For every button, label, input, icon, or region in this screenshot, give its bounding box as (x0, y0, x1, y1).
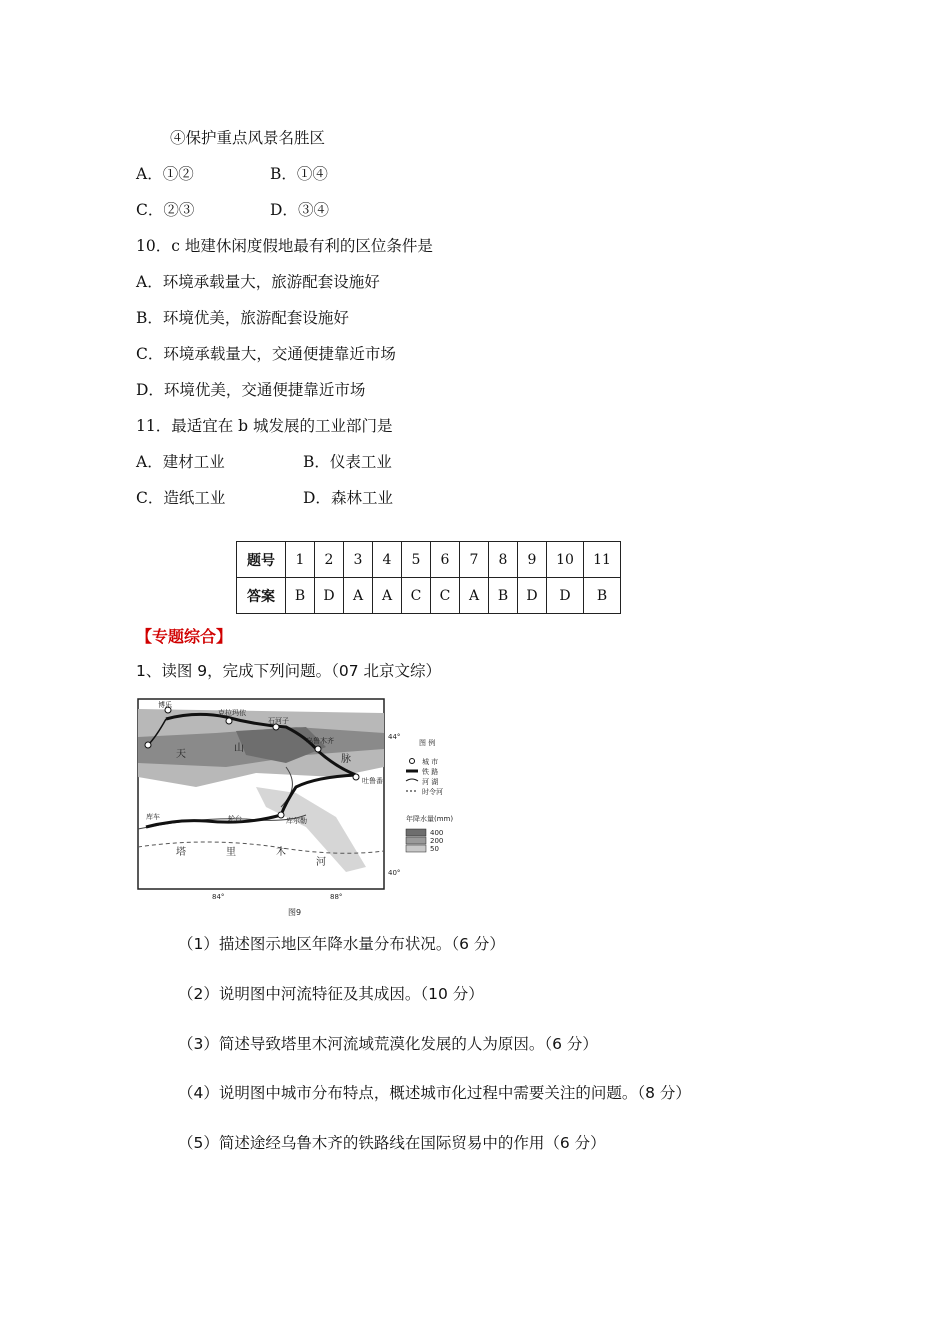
table-row (237, 578, 621, 614)
legend-item: 城 市 (422, 758, 439, 766)
table-header-cell: 题号 (237, 542, 286, 578)
legend-precip-title: 年降水量(mm) (406, 815, 454, 823)
table-cell: 5 (402, 542, 431, 578)
map-label: 塔 (176, 847, 186, 858)
map-label: 河 (316, 857, 326, 868)
option-letter: D． (270, 201, 298, 219)
subquestion-2: （2）说明图中河流特征及其成因。（10 分） (178, 985, 484, 1003)
city-marker (353, 774, 359, 780)
map-label: 石河子 (268, 717, 289, 725)
option-text: 森林工业 (330, 489, 393, 507)
table-cell: 11 (584, 542, 621, 578)
q10-option-d: D．环境优美，交通便捷靠近市场 (136, 381, 366, 399)
option-letter: D． (303, 489, 331, 507)
table-cell: B (584, 578, 621, 614)
map-label: 脉 (341, 754, 351, 765)
subquestion-5: （5）简述途经乌鲁木齐的铁路线在国际贸易中的作用（6 分） (178, 1134, 606, 1152)
option-letter: B． (270, 165, 297, 183)
subquestion-4: （4）说明图中城市分布特点，概述城市化过程中需要关注的问题。（8 分） (178, 1084, 691, 1102)
legend-precip-value: 50 (430, 845, 439, 853)
table-cell: 2 (315, 542, 344, 578)
legend-city-icon (410, 759, 415, 764)
q9-option-c (136, 200, 194, 220)
option-text: ①④ (296, 165, 328, 183)
option-text: ③④ (297, 201, 329, 219)
table-cell: C (402, 578, 431, 614)
option-item-4: ④保护重点风景名胜区 (170, 129, 326, 147)
legend-title: 图 例 (419, 739, 436, 747)
option-letter: A． (136, 453, 163, 471)
q10-option-a: A．环境承载量大，旅游配套设施好 (136, 273, 380, 291)
legend-precip-value: 400 (430, 829, 444, 837)
option-text: ①② (162, 165, 194, 183)
q11-option-a (136, 452, 225, 472)
answer-table (236, 541, 621, 614)
table-cell: C (431, 578, 460, 614)
table-cell: B (489, 578, 518, 614)
subquestion-3: （3）简述导致塔里木河流域荒漠化发展的人为原因。（6 分） (178, 1035, 598, 1053)
table-cell: 1 (286, 542, 315, 578)
option-text: 建材工业 (162, 453, 225, 471)
table-cell: 4 (373, 542, 402, 578)
table-cell: B (286, 578, 315, 614)
map-label: 轮台 (228, 815, 242, 823)
option-text: 仪表工业 (329, 453, 392, 471)
option-letter: C． (136, 489, 164, 507)
table-cell: D (315, 578, 344, 614)
option-text: 造纸工业 (163, 489, 226, 507)
option-letter: A． (136, 165, 163, 183)
legend-item: 河 湖 (422, 778, 439, 786)
table-cell: 3 (344, 542, 373, 578)
q9-option-b (270, 164, 328, 184)
legend-item: 铁 路 (422, 768, 439, 776)
lat-label: 40° (388, 869, 401, 877)
subquestion-1: （1）描述图示地区年降水量分布状况。（6 分） (178, 935, 505, 953)
table-cell: A (460, 578, 489, 614)
lon-label: 84° (212, 893, 225, 901)
q11-option-c (136, 488, 225, 508)
map-label: 博乐 (158, 701, 172, 709)
map-label: 乌鲁木齐 (306, 737, 334, 745)
table-cell: D (518, 578, 547, 614)
q10-option-c: C．环境承载量大，交通便捷靠近市场 (136, 345, 396, 363)
city-marker (145, 742, 151, 748)
q10-option-b: B．环境优美，旅游配套设施好 (136, 309, 349, 327)
lat-label: 44° (388, 733, 401, 741)
question-1-stem: 1、读图 9，完成下列问题。（07 北京文综） (136, 662, 442, 680)
legend-precip-swatch (406, 845, 426, 852)
map-label: 库尔勒 (286, 817, 307, 825)
legend-precip-swatch (406, 837, 426, 844)
option-text: ②③ (163, 201, 195, 219)
city-marker (278, 812, 284, 818)
city-marker (226, 718, 232, 724)
table-header-cell: 答案 (237, 578, 286, 614)
map-label: 天 (176, 749, 186, 760)
table-cell: A (344, 578, 373, 614)
figure-caption: 图9 (288, 908, 302, 917)
option-letter: C． (136, 201, 164, 219)
table-cell: D (547, 578, 584, 614)
question-11-stem: 11．最适宜在 b 城发展的工业部门是 (136, 417, 393, 435)
map-label: 山 (234, 743, 244, 754)
figure-9-map (136, 697, 476, 919)
map-label: 克拉玛依 (218, 709, 246, 717)
table-cell: A (373, 578, 402, 614)
table-cell: 9 (518, 542, 547, 578)
table-row (237, 542, 621, 578)
q11-option-d (303, 488, 393, 508)
table-cell: 8 (489, 542, 518, 578)
map-label: 吐鲁番 (362, 777, 383, 785)
legend-precip-value: 200 (430, 837, 444, 845)
section-title: 【专题综合】 (136, 627, 233, 646)
legend-precip-swatch (406, 829, 426, 836)
map-label: 木 (276, 847, 286, 858)
q11-option-b (303, 452, 392, 472)
map-label: 库车 (146, 813, 160, 821)
city-marker (315, 746, 321, 752)
table-cell: 6 (431, 542, 460, 578)
table-cell: 10 (547, 542, 584, 578)
legend-river-icon (406, 779, 418, 781)
option-letter: B． (303, 453, 330, 471)
q9-option-d (270, 200, 329, 220)
map-label: 里 (226, 847, 236, 858)
q9-option-a (136, 164, 194, 184)
question-10-stem: 10．c 地建休闲度假地最有利的区位条件是 (136, 237, 433, 255)
table-cell: 7 (460, 542, 489, 578)
legend-item: 时令河 (422, 788, 443, 796)
lon-label: 88° (330, 893, 343, 901)
